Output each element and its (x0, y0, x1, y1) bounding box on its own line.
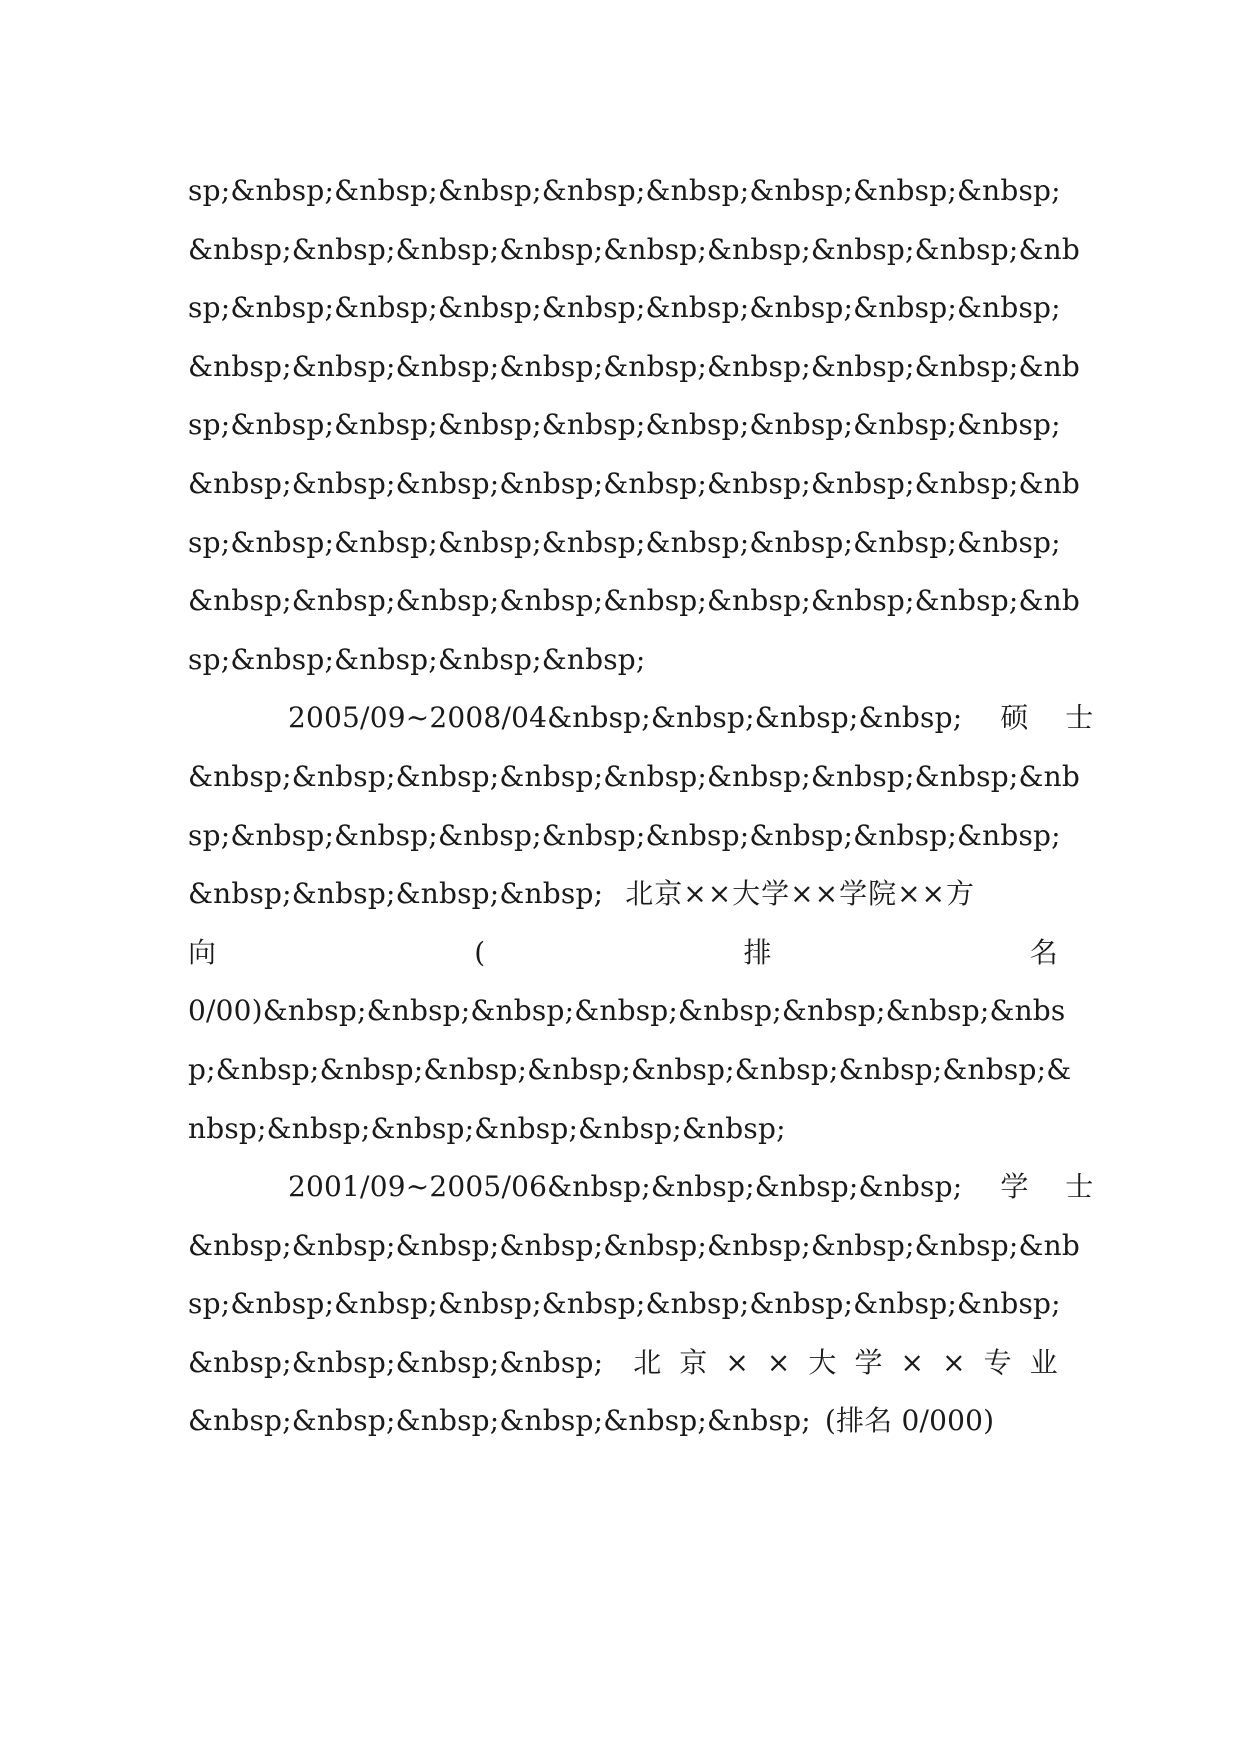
text-line: sp;&nbsp;&nbsp;&nbsp;&nbsp;&nbsp;&nbsp;&nbsp;&nbsp; (188, 408, 1061, 442)
text-line: &nbsp;&nbsp;&nbsp;&nbsp;&nbsp;&nbsp;&nbsp;&nbsp;&nb (188, 232, 1080, 266)
text-line: &nbsp;&nbsp;&nbsp;&nbsp;&nbsp;&nbsp;&nbsp;&nbsp;&nb (188, 466, 1080, 500)
text-line: &nbsp;&nbsp;&nbsp;&nbsp;&nbsp;&nbsp;&nbsp;&nbsp;&nb (188, 759, 1080, 793)
text-line: &nbsp;&nbsp;&nbsp;&nbsp;&nbsp;&nbsp;&nbsp;&nbsp;&nb (188, 349, 1080, 383)
text-fragment: 业 (1029, 1345, 1058, 1379)
text-fragment: 排 (743, 935, 772, 969)
text-fragment: &nbsp;&nbsp;&nbsp;&nbsp;&nbsp;&nbsp; (188, 1404, 811, 1438)
masters-heading (188, 689, 1108, 748)
masters-justified-line (188, 924, 1058, 983)
text-line: &nbsp;&nbsp;&nbsp;&nbsp;&nbsp;&nbsp;&nbsp;&nbsp;&nb (188, 584, 1080, 618)
text-line: sp;&nbsp;&nbsp;&nbsp;&nbsp;&nbsp;&nbsp;&nbsp;&nbsp; (188, 818, 1061, 852)
bachelor-period: 2001/09~2005/06&nbsp;&nbsp;&nbsp;&nbsp; (288, 1170, 963, 1204)
text-line: p;&nbsp;&nbsp;&nbsp;&nbsp;&nbsp;&nbsp;&nbsp;&nbsp;& (188, 1052, 1072, 1086)
text-fragment: 名 (1029, 935, 1058, 969)
bachelor-institution (633, 1334, 1058, 1393)
text-line: sp;&nbsp;&nbsp;&nbsp;&nbsp;&nbsp;&nbsp;&nbsp;&nbsp; (188, 1287, 1061, 1321)
masters-institution-line (188, 865, 1058, 924)
text-line: 0/00)&nbsp;&nbsp;&nbsp;&nbsp;&nbsp;&nbsp;&nbsp;&nbs (188, 994, 1066, 1028)
text-fragment: ( (474, 935, 486, 969)
text-fragment: 京 (679, 1345, 708, 1379)
masters-degree: 硕 士 (1000, 701, 1108, 735)
document-body (188, 162, 1108, 1451)
text-fragment: × (900, 1345, 925, 1379)
text-fragment: × (766, 1345, 791, 1379)
text-fragment: &nbsp;&nbsp;&nbsp;&nbsp; (188, 877, 604, 911)
text-line: nbsp;&nbsp;&nbsp;&nbsp;&nbsp;&nbsp; (188, 1111, 786, 1145)
text-line: sp;&nbsp;&nbsp;&nbsp;&nbsp;&nbsp;&nbsp;&nbsp;&nbsp; (188, 525, 1061, 559)
text-fragment: 大 (808, 1345, 837, 1379)
bachelor-ranking-line (188, 1392, 1058, 1451)
text-fragment: 专 (983, 1345, 1012, 1379)
text-line: sp;&nbsp;&nbsp;&nbsp;&nbsp;&nbsp;&nbsp;&nbsp;&nbsp; (188, 174, 1061, 207)
text-fragment: 学 (854, 1345, 883, 1379)
bachelor-ranking: (排名 0/000) (824, 1404, 995, 1438)
text-fragment: × (942, 1345, 966, 1379)
text-line: sp;&nbsp;&nbsp;&nbsp;&nbsp;&nbsp;&nbsp;&nbsp;&nbsp; (188, 291, 1061, 325)
bachelor-heading (188, 1158, 1108, 1217)
text-fragment: 向 (188, 935, 217, 969)
text-fragment: 北 (633, 1345, 662, 1379)
bachelor-degree: 学 士 (1000, 1170, 1108, 1204)
masters-institution: 北京××大学××学院××方 (625, 877, 976, 911)
masters-period: 2005/09~2008/04&nbsp;&nbsp;&nbsp;&nbsp; (288, 701, 963, 735)
text-line: sp;&nbsp;&nbsp;&nbsp;&nbsp; (188, 642, 646, 676)
text-line: &nbsp;&nbsp;&nbsp;&nbsp;&nbsp;&nbsp;&nbsp;&nbsp;&nb (188, 1228, 1080, 1262)
text-fragment: &nbsp;&nbsp;&nbsp;&nbsp; (188, 1345, 604, 1379)
text-fragment: × (725, 1345, 750, 1379)
bachelor-institution-line (188, 1334, 1058, 1393)
